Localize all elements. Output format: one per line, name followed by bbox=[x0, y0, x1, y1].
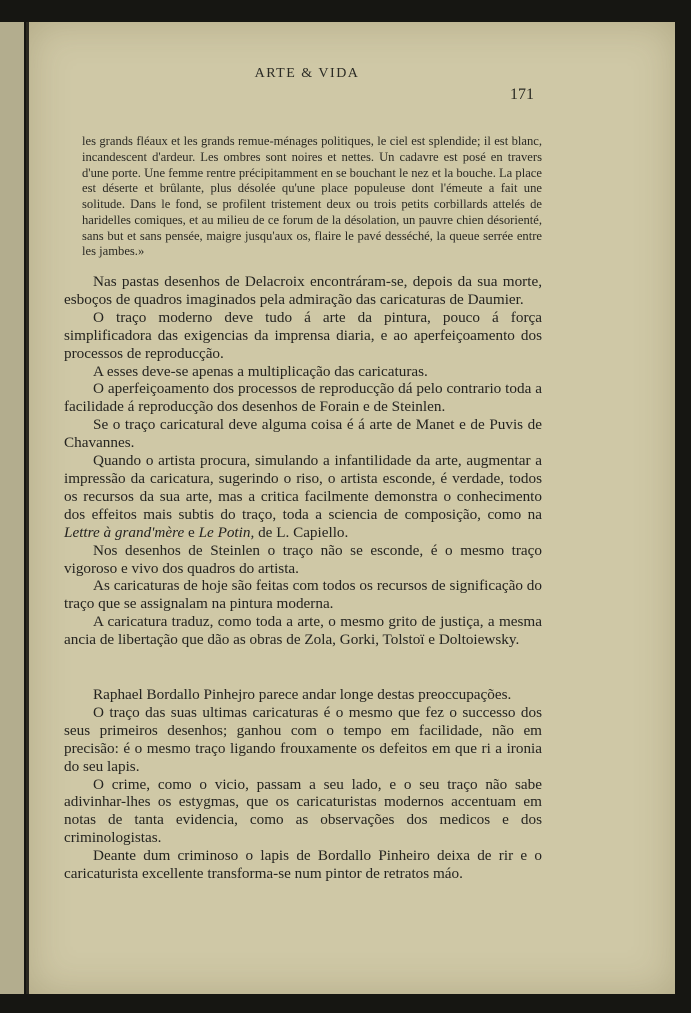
section-two bbox=[64, 686, 542, 883]
paragraph: Deante dum criminoso o lapis de Bordallo Pinheiro deixa de rir e o caricaturista excellente transforma-se num pintor de retratos máo. bbox=[64, 847, 542, 883]
page-number: 171 bbox=[510, 86, 534, 103]
paragraph-text: e bbox=[184, 523, 199, 541]
running-title: ARTE & VIDA bbox=[254, 66, 360, 81]
paragraph: O aperfeiçoamento dos processos de reproducção dá pelo contrario toda a facilidade á reproducção dos desenhos de Forain e de Steinlen. bbox=[64, 380, 542, 416]
paragraph: Nas pastas desenhos de Delacroix encontráram-se, depois da sua morte, esboços de quadros imaginados pela admiração das caricaturas de Daumier. bbox=[64, 273, 542, 308]
paragraph: Se o traço caricatural deve alguma coisa é á arte de Manet e de Puvis de Chavannes. bbox=[64, 416, 542, 452]
paragraph: A esses deve-se apenas a multiplicação das caricaturas. bbox=[93, 362, 428, 380]
french-quotation: les grands fléaux et les grands remue-ménages politiques, le ciel est splendide; il est blanc, incandescent d'ardeur. Les ombres sont noires et nettes. Un cadavre est posé en travers d'une porte. Une femme rentre précipitamment en se bouchant le nez et la bouche. La place est déserte et brûlante, plus désolée qu'une place populeuse dont l'émeute a fait une solitude. Dans le fond, se profilent tristement deux ou trois petits corbillards attelés de haridelles comiques, et au milieu de ce forum de la désolation, un pauvre chien désorienté, sans but et sans pensée, maigre jusqu'aux os, flaire le pavé desséché, la queue serrée entre les jambes.» bbox=[82, 134, 542, 259]
paragraph: As caricaturas de hoje são feitas com todos os recursos de significação do traço que se assignalam na pintura moderna. bbox=[64, 577, 542, 613]
paragraph: O traço moderno deve tudo á arte da pintura, pouco á força simplificadora das exigencias da imprensa diaria, e ao aperfeiçoamento dos processos de reproducção. bbox=[64, 308, 542, 362]
italic-title: Lettre à grand'mère bbox=[64, 523, 185, 541]
facing-page-edge bbox=[0, 22, 24, 994]
paragraph-text: de L. Capiello. bbox=[254, 523, 349, 541]
paragraph: O traço das suas ultimas caricaturas é o mesmo que fez o successo dos seus primeiros desenhos; ganhou com o tempo em facilidade, não em precisão: é o mesmo traço ligando frouxamente os defeitos em que ri a ironia do seu lapis. bbox=[64, 703, 542, 775]
paragraph: O crime, como o vicio, passam a seu lado, e o seu traço não sabe adivinhar-lhes os estygmas, que os caricaturistas modernos accentuam em notas de tanta evidencia, como as observações dos medicos e dos criminologistas. bbox=[64, 775, 542, 847]
italic-title: Le Potin, bbox=[198, 523, 255, 541]
paragraph bbox=[64, 452, 542, 542]
paragraph: A caricatura traduz, como toda a arte, o mesmo grito de justiça, a mesma ancia de libertação que dão as obras de Zola, Gorki, Tolstoï e Doltoiewsky. bbox=[64, 613, 542, 649]
paragraph: Raphael Bordallo Pinhejro parece andar longe destas preoccupações. bbox=[93, 686, 512, 703]
section-one bbox=[64, 273, 542, 649]
paragraph-text: Quando o artista procura, simulando a infantilidade da arte, augmentar a impressão da caricatura, sugerindo o riso, o artista esconde, é verdade, todos os recursos da sua arte, mas a critica facilmente demonstra o conhecimento dos effeitos mais subtis do traço, toda a sciencia de composição, como na bbox=[64, 452, 542, 523]
paragraph: Nos desenhos de Steinlen o traço não se esconde, é o mesmo traço vigoroso e vivo dos quadros do artista. bbox=[64, 541, 542, 577]
